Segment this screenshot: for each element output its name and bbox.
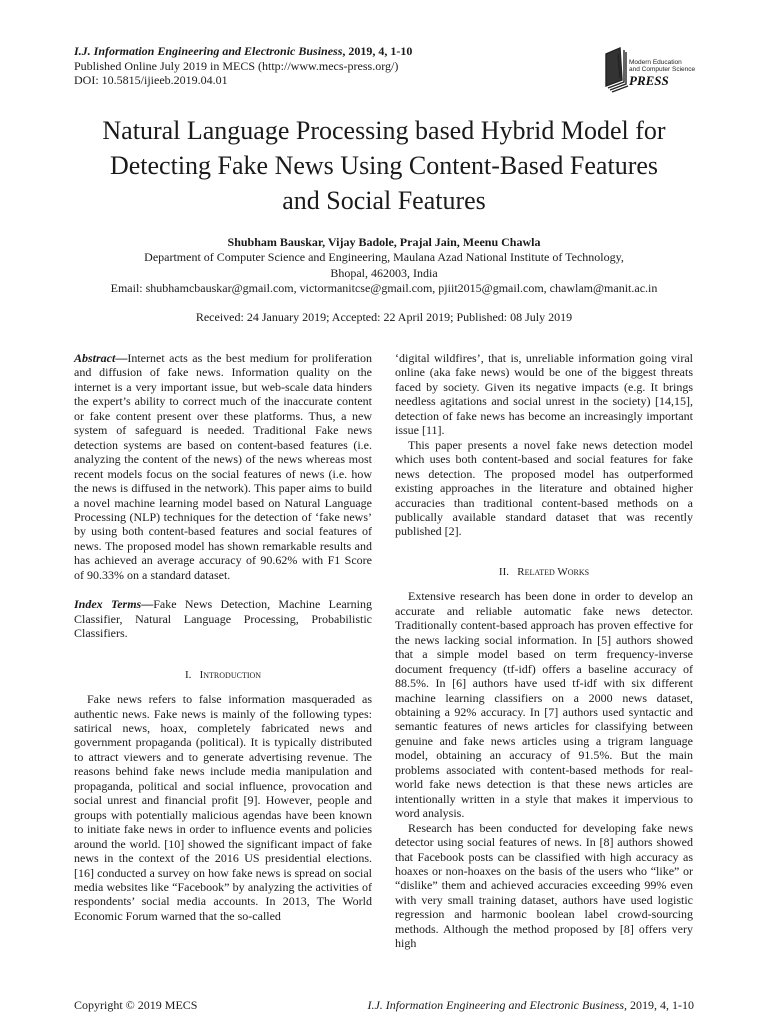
journal-issue: , 2019, 4, 1-10 xyxy=(342,44,413,58)
footer-journal xyxy=(367,998,694,1013)
paper-title: Natural Language Processing based Hybrid Model for Detecting Fake News Using Content-Based Features and Social Features xyxy=(102,116,666,215)
logo-press: PRESS xyxy=(629,73,669,88)
related-works-paragraph-1: Extensive research has been done in order to develop an accurate and reliable automatic fake news detector. Traditionally content-based approach has proven effective for the news lacking social information. In [5] authors showed that a simple model based on term frequency-inverse document frequency (tf-idf) offers a baseline accuracy of 88.5%. In [6] authors have used tf-idf with six different machine learning classifiers on a 2000 news dataset, obtaining a 92% accuracy. In [7] authors used syntactic and semantic features of news articles for classifying between genuine and fake news articles using a trigram language model, obtaining an accuracy of 91.5%. But the main problems associated with content-based methods for real-world fake news detection is that these news articles are intentionally written in a style that makes it impervious to word analysis. xyxy=(395,589,693,821)
intro-paragraph-2: This paper presents a novel fake news detection model which uses both content-based and social features for fake news detection. The proposed model has outperformed existing approaches in the literature and obtained higher accuracies than traditional content-based methods on a publically available standard dataset that was recently published [2]. xyxy=(395,437,693,539)
intro-paragraph-continued: ‘digital wildfires’, that is, unreliable information going viral online (aka fake news) would be one of the biggest threats faced by society. Given its negative impacts (e.g. It brings needless agitations and social unrest in the society) [14,15], detection of fake news has become an increasingly important issue [11]. xyxy=(395,351,693,438)
index-terms-text: Fake News Detection, Machine Learning Classifier, Natural Language Processing, Probabilistic Classifiers. xyxy=(74,597,372,641)
logo-line1: Modern Education xyxy=(629,59,682,66)
publication-dates: Received: 24 January 2019; Accepted: 22 April 2019; Published: 08 July 2019 xyxy=(195,310,573,324)
abstract-dash: — xyxy=(115,351,128,365)
footer-journal-issue: 2019, 4, 1-10 xyxy=(627,998,694,1012)
published-line: Published Online July 2019 in MECS (http://www.mecs-press.org/) xyxy=(74,58,399,73)
related-works-paragraph-2: Research has been conducted for developing fake news detector using social features of news. In [8] authors showed that Facebook posts can be classified with high accuracy as hoaxes or non-hoaxes on the basis of the users who “like” or “dislike” them and achieved accuracies exceeding 99% even with very small training dataset, authors have used logistic regression and harmonic boolean label crowd-sourcing methods. Although the method proposed by [8] offers very high xyxy=(395,820,693,951)
journal-header xyxy=(74,44,412,88)
section-title: Related Works xyxy=(517,565,590,578)
section-title: Introduction xyxy=(199,668,262,681)
doi-line: DOI: 10.5815/ijieeb.2019.04.01 xyxy=(74,73,228,87)
affiliation xyxy=(60,250,708,297)
abstract xyxy=(74,351,372,582)
affiliation-email: Email: shubhamcbauskar@gmail.com, victormanitcse@gmail.com, pjiit2015@gmail.com, chawlam@manit.ac.in xyxy=(110,281,658,295)
right-column xyxy=(395,351,693,951)
publisher-logo xyxy=(600,40,700,96)
journal-name: I.J. Information Engineering and Electronic Business xyxy=(74,44,343,58)
section-number: I. xyxy=(184,668,192,681)
abstract-label: Abstract xyxy=(74,351,116,365)
index-terms-dash: — xyxy=(141,597,154,612)
section-heading-related-works xyxy=(395,565,693,579)
book-icon xyxy=(606,48,628,92)
intro-paragraph: Fake news refers to false information masqueraded as authentic news. Fake news is mainly of the following types: satirical news, hoax, completely fabricated news and government propaganda (political). It is typically distributed to attract viewers and to generate advertising revenue. The reasons behind fake news include media manipulation and propaganda, political and social influence, provocation and social unrest and financial profit [9]. However, people and groups with potentially malicious agendas have been known to initiate fake news in order to influence events and policies around the world. [10] showed the significant impact of fake news in the context of the 2016 US presidential elections. [16] conducted a survey on how fake news is spread on social media websites like “Facebook” by analyzing the activities of respondents’ social media accounts. In 2013, The World Economic Forum warned that the so-called xyxy=(74,692,372,923)
index-terms xyxy=(74,597,372,640)
logo-line2: and Computer Science xyxy=(629,66,696,73)
footer-journal-name: I.J. Information Engineering and Electronic Business, xyxy=(367,998,627,1012)
affiliation-dept: Department of Computer Science and Engineering, Maulana Azad National Institute of Technology, xyxy=(144,250,624,264)
affiliation-city: Bhopal, 462003, India xyxy=(330,265,438,280)
abstract-text: Internet acts as the best medium for proliferation and diffusion of fake news. Information quality on the internet is a very important issue, but web-scale data hinders the expert’s ability to correct much of the inaccurate content or fake content present over these platforms. Thus, a new system of safeguard is needed. Traditional Fake news detection systems are based on content-based features (i.e. analyzing the content of the news) of the news whereas most recent models focus on the social features of news (i.e. how the news is diffused in the network). This paper aims to build a novel machine learning model based on Natural Language Processing (NLP) techniques for the detection of ‘fake news’ by using both content-based features and social features of news. The proposed model has shown remarkable results and has achieved an average accuracy of 90.62% with F1 Score of 90.33% on a standard dataset. xyxy=(74,351,372,582)
left-column xyxy=(74,351,372,923)
section-number: II. xyxy=(498,565,509,578)
index-terms-label: Index Terms xyxy=(74,597,142,612)
section-heading-introduction xyxy=(74,668,372,682)
authors: Shubham Bauskar, Vijay Badole, Prajal Jain, Meenu Chawla xyxy=(227,235,541,249)
footer-copyright: Copyright © 2019 MECS xyxy=(74,998,198,1012)
